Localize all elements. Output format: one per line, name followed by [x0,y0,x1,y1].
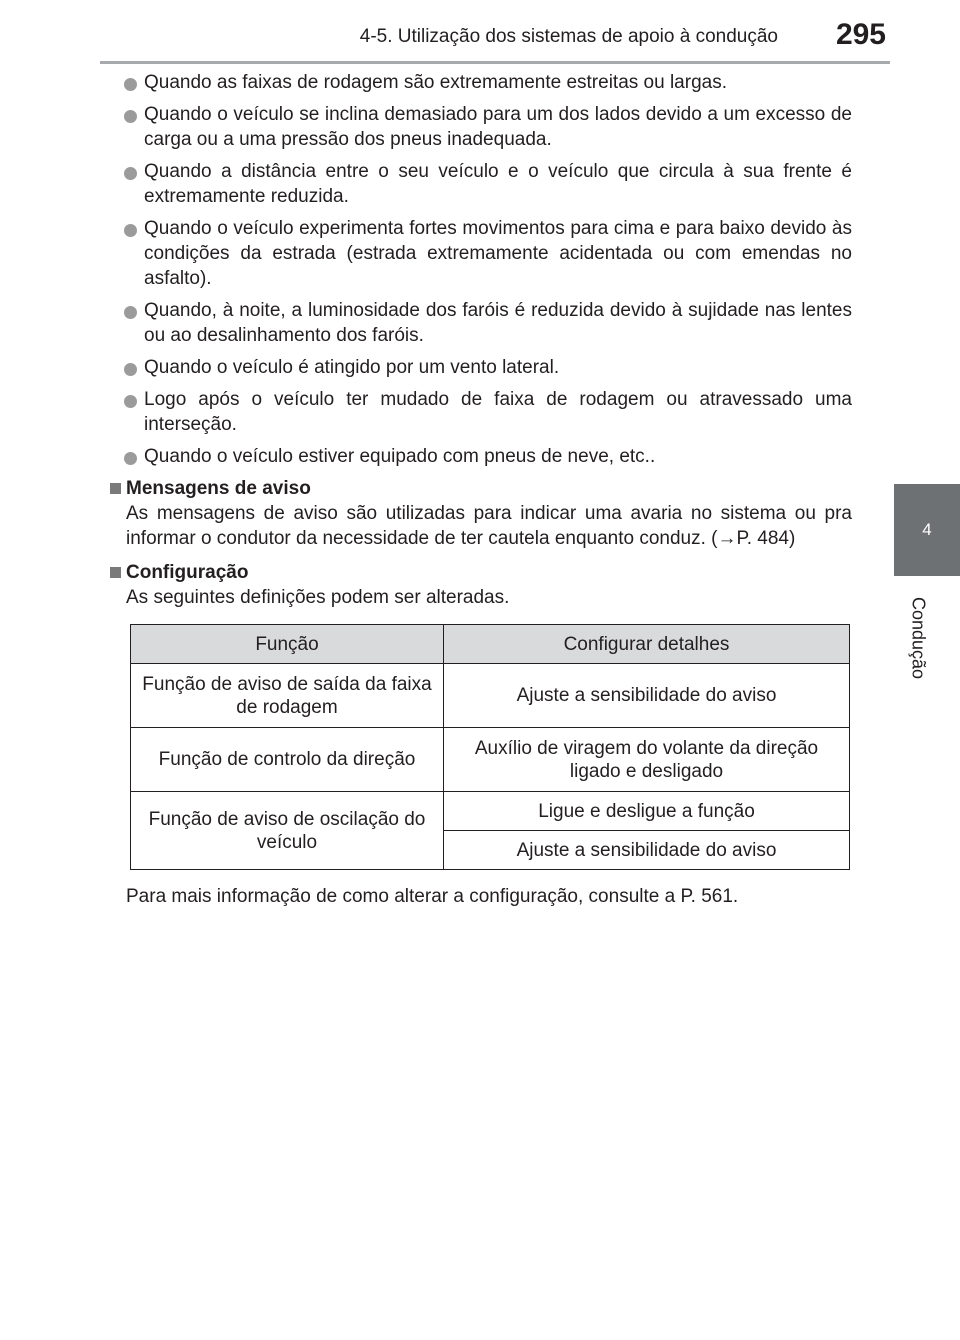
warning-heading: Mensagens de aviso [108,476,852,501]
footnote: Para mais informação de como alterar a configuração, consulte a P. 561. [126,886,739,907]
list-item: Quando as faixas de rodagem são extremamente estreitas ou largas. [108,70,852,95]
list-item: Quando, à noite, a luminosidade dos faróis é reduzida devido à sujidade nas lentes ou ao desalinhamento dos faróis. [108,298,852,348]
config-heading: Configuração [108,560,852,585]
chapter-tab[interactable] [894,484,960,576]
settings-table [130,624,850,870]
config-body: As seguintes definições podem ser alteradas. [126,587,510,608]
table-row [131,664,850,728]
bullet-icon [124,363,137,376]
bullet-icon [124,167,137,180]
bullet-icon [124,224,137,237]
bullet-icon [124,395,137,408]
table-cell-details: Ajuste a sensibilidade do aviso [444,664,850,728]
square-bullet-icon [110,483,121,494]
page-content [108,70,852,909]
list-item: Quando o veículo estiver equipado com pneus de neve, etc.. [108,444,852,469]
list-item: Quando o veículo experimenta fortes movimentos para cima e para baixo devido às condições da estrada (estrada extremamente acidentada ou com emendas no asfalto). [108,216,852,291]
table-row [131,728,850,792]
table-cell-function: Função de controlo da direção [131,728,444,792]
chapter-label: Condução [908,596,929,680]
table-cell-function: Função de aviso de oscilação do veículo [131,792,444,870]
table-cell-details: Auxílio de viragem do volante da direção ligado e desligado [444,728,850,792]
table-cell-details: Ajuste a sensibilidade do aviso [444,831,850,870]
table-cell-function: Função de aviso de saída da faixa de rodagem [131,664,444,728]
warning-body: As mensagens de aviso são utilizadas para indicar uma avaria no sistema ou pra informar o condutor da necessidade de ter cautela enquanto conduz. (→P. 484) [126,503,852,549]
list-item: Logo após o veículo ter mudado de faixa de rodagem ou atravessado uma interseção. [108,387,852,437]
bullet-icon [124,306,137,319]
list-item: Quando o veículo é atingido por um vento lateral. [108,355,852,380]
square-bullet-icon [110,567,121,578]
condition-list [108,70,852,469]
chapter-tab-number: 4 [922,520,932,539]
bullet-icon [124,110,137,123]
bullet-icon [124,452,137,465]
bullet-icon [124,78,137,91]
table-header-details: Configurar detalhes [444,625,850,664]
table-cell-details: Ligue e desligue a função [444,792,850,831]
page-number: 295 [835,18,886,51]
table-header-function: Função [131,625,444,664]
list-item: Quando a distância entre o seu veículo e o veículo que circula à sua frente é extremamente reduzida. [108,159,852,209]
header-title: 4-5. Utilização dos sistemas de apoio à condução [359,26,778,47]
header-divider [100,61,890,64]
table-row [131,792,850,831]
list-item: Quando o veículo se inclina demasiado para um dos lados devido a um excesso de carga ou a uma pressão dos pneus inadequada. [108,102,852,152]
table-header-row [131,625,850,664]
